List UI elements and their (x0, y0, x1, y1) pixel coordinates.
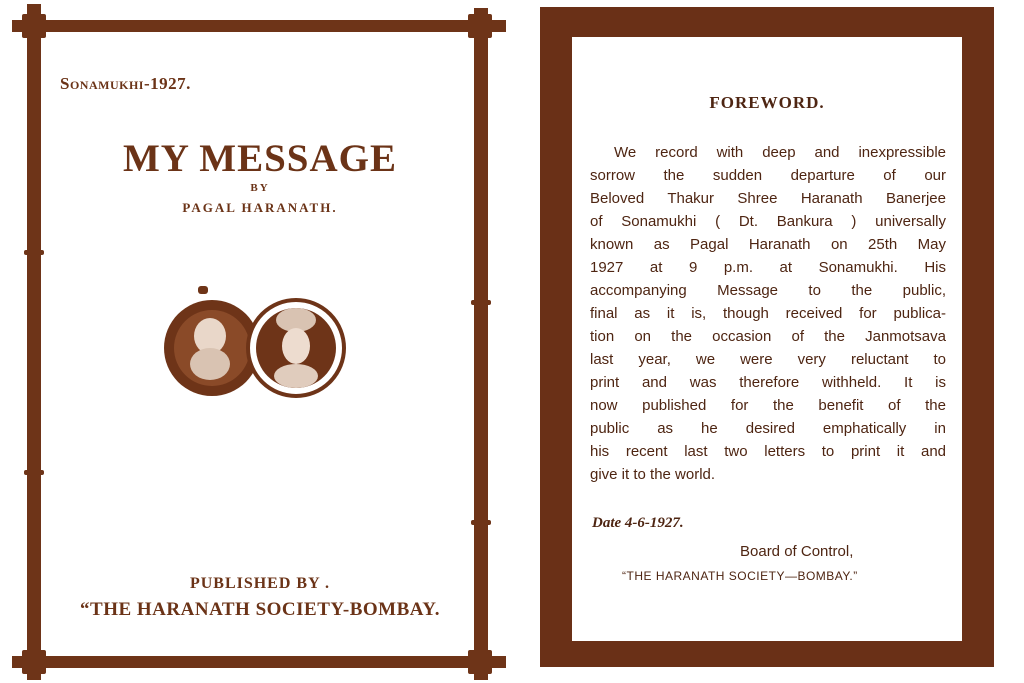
foreword-line: We record with deep and inexpressible (614, 144, 946, 161)
foreword-line: tion on the occasion of the Janmotsava (590, 328, 946, 345)
portrait-medallions (160, 284, 352, 402)
frame-joint (471, 520, 491, 525)
frame-corner-knot (468, 650, 492, 674)
frame-joint (24, 470, 44, 475)
book-title: MY MESSAGE (123, 137, 397, 180)
frame-corner-knot (22, 650, 46, 674)
foreword-page (540, 7, 994, 667)
foreword-line: Beloved Thakur Shree Haranath Banerjee (590, 190, 946, 207)
foreword-line: 1927 at 9 p.m. at Sonamukhi. His (590, 259, 946, 276)
frame-corner-knot (468, 14, 492, 38)
frame-joint (471, 300, 491, 305)
place-date: Sonamukhi-1927. (60, 74, 191, 93)
published-by-label: PUBLISHED BY . (189, 575, 331, 592)
foreword-line: known as Pagal Haranath on 25th May (590, 236, 946, 253)
foreword-line: final as it is, though received for publica- (590, 305, 946, 322)
frame-bottom-bar (12, 656, 506, 668)
foreword-panel (572, 37, 962, 641)
foreword-line: print and was therefore withheld. It is (590, 374, 946, 391)
foreword-body (590, 141, 946, 486)
foreword-signature-org: “THE HARANATH SOCIETY—BOMBAY.” (622, 569, 858, 583)
frame-right-bar (474, 8, 488, 680)
foreword-date: Date 4-6-1927. (592, 515, 684, 531)
foreword-line: last year, we were very reluctant to (590, 351, 946, 368)
foreword-line: give it to the world. (590, 466, 716, 483)
foreword-line: public as he desired emphatically in (590, 420, 946, 437)
foreword-line: of Sonamukhi ( Dt. Bankura ) universally (590, 213, 946, 230)
publisher-name: “THE HARANATH SOCIETY-BOMBAY. (80, 599, 440, 620)
foreword-line: now published for the benefit of the (590, 397, 946, 414)
foreword-line: his recent last two letters to print it and (590, 443, 946, 460)
foreword-heading: FOREWORD. (709, 93, 825, 112)
right-portrait-medallion (248, 300, 344, 396)
by-label: BY (250, 182, 270, 194)
left-portrait-medallion (164, 286, 260, 396)
foreword-line: accompanying Message to the public, (590, 282, 946, 299)
foreword-line: sorrow the sudden departure of our (590, 167, 946, 184)
frame-left-bar (27, 4, 41, 680)
foreword-signature: Board of Control, (740, 543, 854, 560)
frame-corner-knot (22, 14, 46, 38)
author-name: PAGAL HARANATH. (182, 200, 338, 215)
frame-top-bar (12, 20, 506, 32)
frame-joint (24, 250, 44, 255)
